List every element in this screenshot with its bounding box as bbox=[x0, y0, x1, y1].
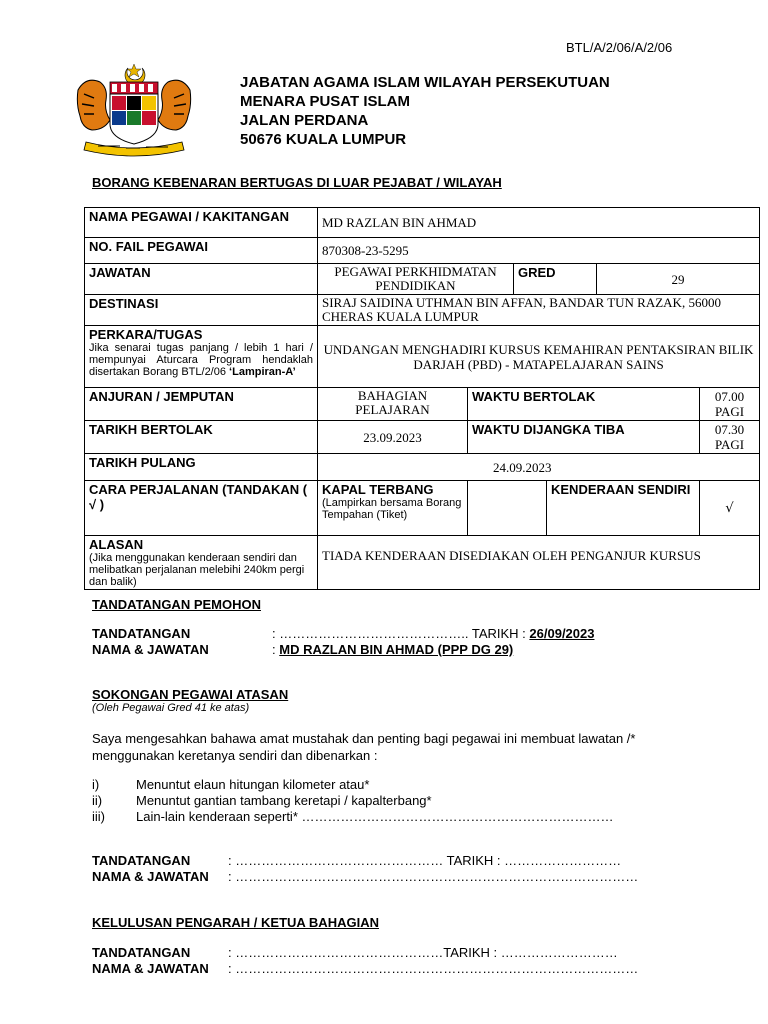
cara-label: CARA PERJALANAN (TANDAKAN ( √ ) bbox=[85, 481, 318, 536]
destinasi-label: DESTINASI bbox=[85, 295, 318, 326]
tarikh-bertolak-label: TARIKH BERTOLAK bbox=[85, 421, 318, 454]
row-tarikh-pulang bbox=[85, 454, 760, 481]
department-header bbox=[240, 73, 610, 149]
pemohon-tarikh-label: TARIKH : bbox=[471, 626, 526, 641]
alasan-value: TIADA KENDERAAN DISEDIAKAN OLEH PENGANJUR KURSUS bbox=[318, 536, 760, 590]
building-name: MENARA PUSAT ISLAM bbox=[240, 93, 410, 110]
list-item-text: Menuntut elaun hitungan kilometer atau* bbox=[136, 777, 370, 792]
waktu-bertolak-value: 07.00 PAGI bbox=[700, 388, 760, 421]
list-item-number: iii) bbox=[92, 809, 105, 824]
kapal-label: KAPAL TERBANG bbox=[322, 482, 434, 497]
row-fail bbox=[85, 238, 760, 264]
pemohon-sign-label: TANDATANGAN bbox=[92, 626, 191, 641]
perkara-cell bbox=[85, 326, 318, 388]
anjuran-label: ANJURAN / JEMPUTAN bbox=[85, 388, 318, 421]
pemohon-nama-prefix: : bbox=[272, 642, 276, 657]
sokongan-section-title: SOKONGAN PEGAWAI ATASAN bbox=[92, 687, 289, 702]
kelulusan-nama-line[interactable]: : ………………………………………………………………………………… bbox=[228, 961, 639, 976]
application-form-table bbox=[84, 207, 760, 590]
pemohon-nama-label: NAMA & JAWATAN bbox=[92, 642, 209, 657]
row-jawatan bbox=[85, 264, 760, 295]
nama-value: MD RAZLAN BIN AHMAD bbox=[318, 208, 760, 238]
perkara-value: UNDANGAN MENGHADIRI KURSUS KEMAHIRAN PENTAKSIRAN BILIK DARJAH (PBD) - MATAPELAJARAN SAINS bbox=[318, 326, 760, 388]
kapal-cell bbox=[318, 481, 468, 536]
row-perkara bbox=[85, 326, 760, 388]
kapal-note: (Lampirkan bersama Borang Tempahan (Tiket) bbox=[322, 497, 462, 521]
destinasi-value: SIRAJ SAIDINA UTHMAN BIN AFFAN, BANDAR TUN RAZAK, 56000 CHERAS KUALA LUMPUR bbox=[318, 295, 760, 326]
tarikh-bertolak-value: 23.09.2023 bbox=[318, 421, 468, 454]
perkara-label: PERKARA/TUGAS bbox=[89, 327, 203, 342]
pemohon-nama-line bbox=[272, 642, 513, 657]
gred-value: 29 bbox=[597, 264, 760, 295]
row-alasan bbox=[85, 536, 760, 590]
kenderaan-checkmark[interactable]: √ bbox=[700, 481, 760, 536]
fail-label: NO. FAIL PEGAWAI bbox=[85, 238, 318, 264]
fail-value: 870308-23-5295 bbox=[318, 238, 760, 264]
sokongan-subtitle: (Oleh Pegawai Gred 41 ke atas) bbox=[92, 702, 250, 714]
sokongan-sign-line[interactable]: : ………………………………………… TARIKH : ……………………… bbox=[228, 853, 622, 868]
kapal-checkbox[interactable] bbox=[468, 481, 547, 536]
pemohon-sign-line[interactable] bbox=[272, 626, 594, 641]
perkara-note: Jika senarai tugas panjang / lebih 1 hari / mempunyai Aturcara Program hendaklah disertakan Borang BTL/2/06 ‘Lampiran-A’ bbox=[89, 342, 313, 378]
pemohon-tarikh-value: 26/09/2023 bbox=[529, 626, 595, 641]
list-item-number: ii) bbox=[92, 793, 103, 808]
street-name: JALAN PERDANA bbox=[240, 112, 369, 129]
list-item-number: i) bbox=[92, 777, 100, 792]
pemohon-sign-dots: : …………………………………….. bbox=[272, 626, 469, 641]
sokongan-sign-label: TANDATANGAN bbox=[92, 853, 191, 868]
coat-of-arms-logo bbox=[70, 60, 198, 160]
kelulusan-sign-label: TANDATANGAN bbox=[92, 945, 191, 960]
alasan-label: ALASAN bbox=[89, 537, 144, 552]
jawatan-value: PEGAWAI PERKHIDMATAN PENDIDIKAN bbox=[318, 264, 514, 295]
pemohon-section-title: TANDATANGAN PEMOHON bbox=[92, 597, 261, 612]
kelulusan-nama-label: NAMA & JAWATAN bbox=[92, 961, 209, 976]
waktu-tiba-value: 07.30 PAGI bbox=[700, 421, 760, 454]
kenderaan-label: KENDERAAN SENDIRI bbox=[547, 481, 700, 536]
row-nama bbox=[85, 208, 760, 238]
row-anjuran bbox=[85, 388, 760, 421]
jawatan-label: JAWATAN bbox=[85, 264, 318, 295]
kelulusan-section-title: KELULUSAN PENGARAH / KETUA BAHAGIAN bbox=[92, 915, 379, 930]
sokongan-nama-line[interactable]: : ………………………………………………………………………………… bbox=[228, 869, 639, 884]
document-reference: BTL/A/2/06/A/2/06 bbox=[566, 40, 673, 55]
department-name: JABATAN AGAMA ISLAM WILAYAH PERSEKUTUAN bbox=[240, 74, 610, 91]
tarikh-pulang-label: TARIKH PULANG bbox=[85, 454, 318, 481]
waktu-bertolak-label: WAKTU BERTOLAK bbox=[468, 388, 700, 421]
gred-label: GRED bbox=[514, 264, 597, 295]
alasan-note: (Jika menggunakan kenderaan sendiri dan melibatkan perjalanan melebihi 240km pergi dan balik) bbox=[89, 552, 305, 588]
list-item-text: Lain-lain kenderaan seperti* ……………………………………………………………… bbox=[136, 809, 614, 824]
form-title: BORANG KEBENARAN BERTUGAS DI LUAR PEJABAT / WILAYAH bbox=[92, 175, 502, 190]
row-cara bbox=[85, 481, 760, 536]
sokongan-nama-label: NAMA & JAWATAN bbox=[92, 869, 209, 884]
kelulusan-sign-line[interactable]: : …………………………………………TARIKH : ……………………… bbox=[228, 945, 618, 960]
pemohon-nama-value: MD RAZLAN BIN AHMAD (PPP DG 29) bbox=[279, 642, 514, 657]
lampiran-label: ‘Lampiran-A’ bbox=[229, 366, 296, 378]
postcode-city: 50676 KUALA LUMPUR bbox=[240, 131, 407, 148]
row-destinasi bbox=[85, 295, 760, 326]
waktu-tiba-label: WAKTU DIJANGKA TIBA bbox=[468, 421, 700, 454]
anjuran-value: BAHAGIAN PELAJARAN bbox=[318, 388, 468, 421]
alasan-cell bbox=[85, 536, 318, 590]
list-item-text: Menuntut gantian tambang keretapi / kapalterbang* bbox=[136, 793, 432, 808]
tarikh-pulang-value: 24.09.2023 bbox=[318, 454, 760, 481]
sokongan-paragraph: Saya mengesahkan bahawa amat mustahak dan penting bagi pegawai ini membuat lawatan /* menggunakan keretanya sendiri dan dibenarkan : bbox=[92, 731, 636, 763]
row-tarikh-bertolak bbox=[85, 421, 760, 454]
nama-label: NAMA PEGAWAI / KAKITANGAN bbox=[85, 208, 318, 238]
